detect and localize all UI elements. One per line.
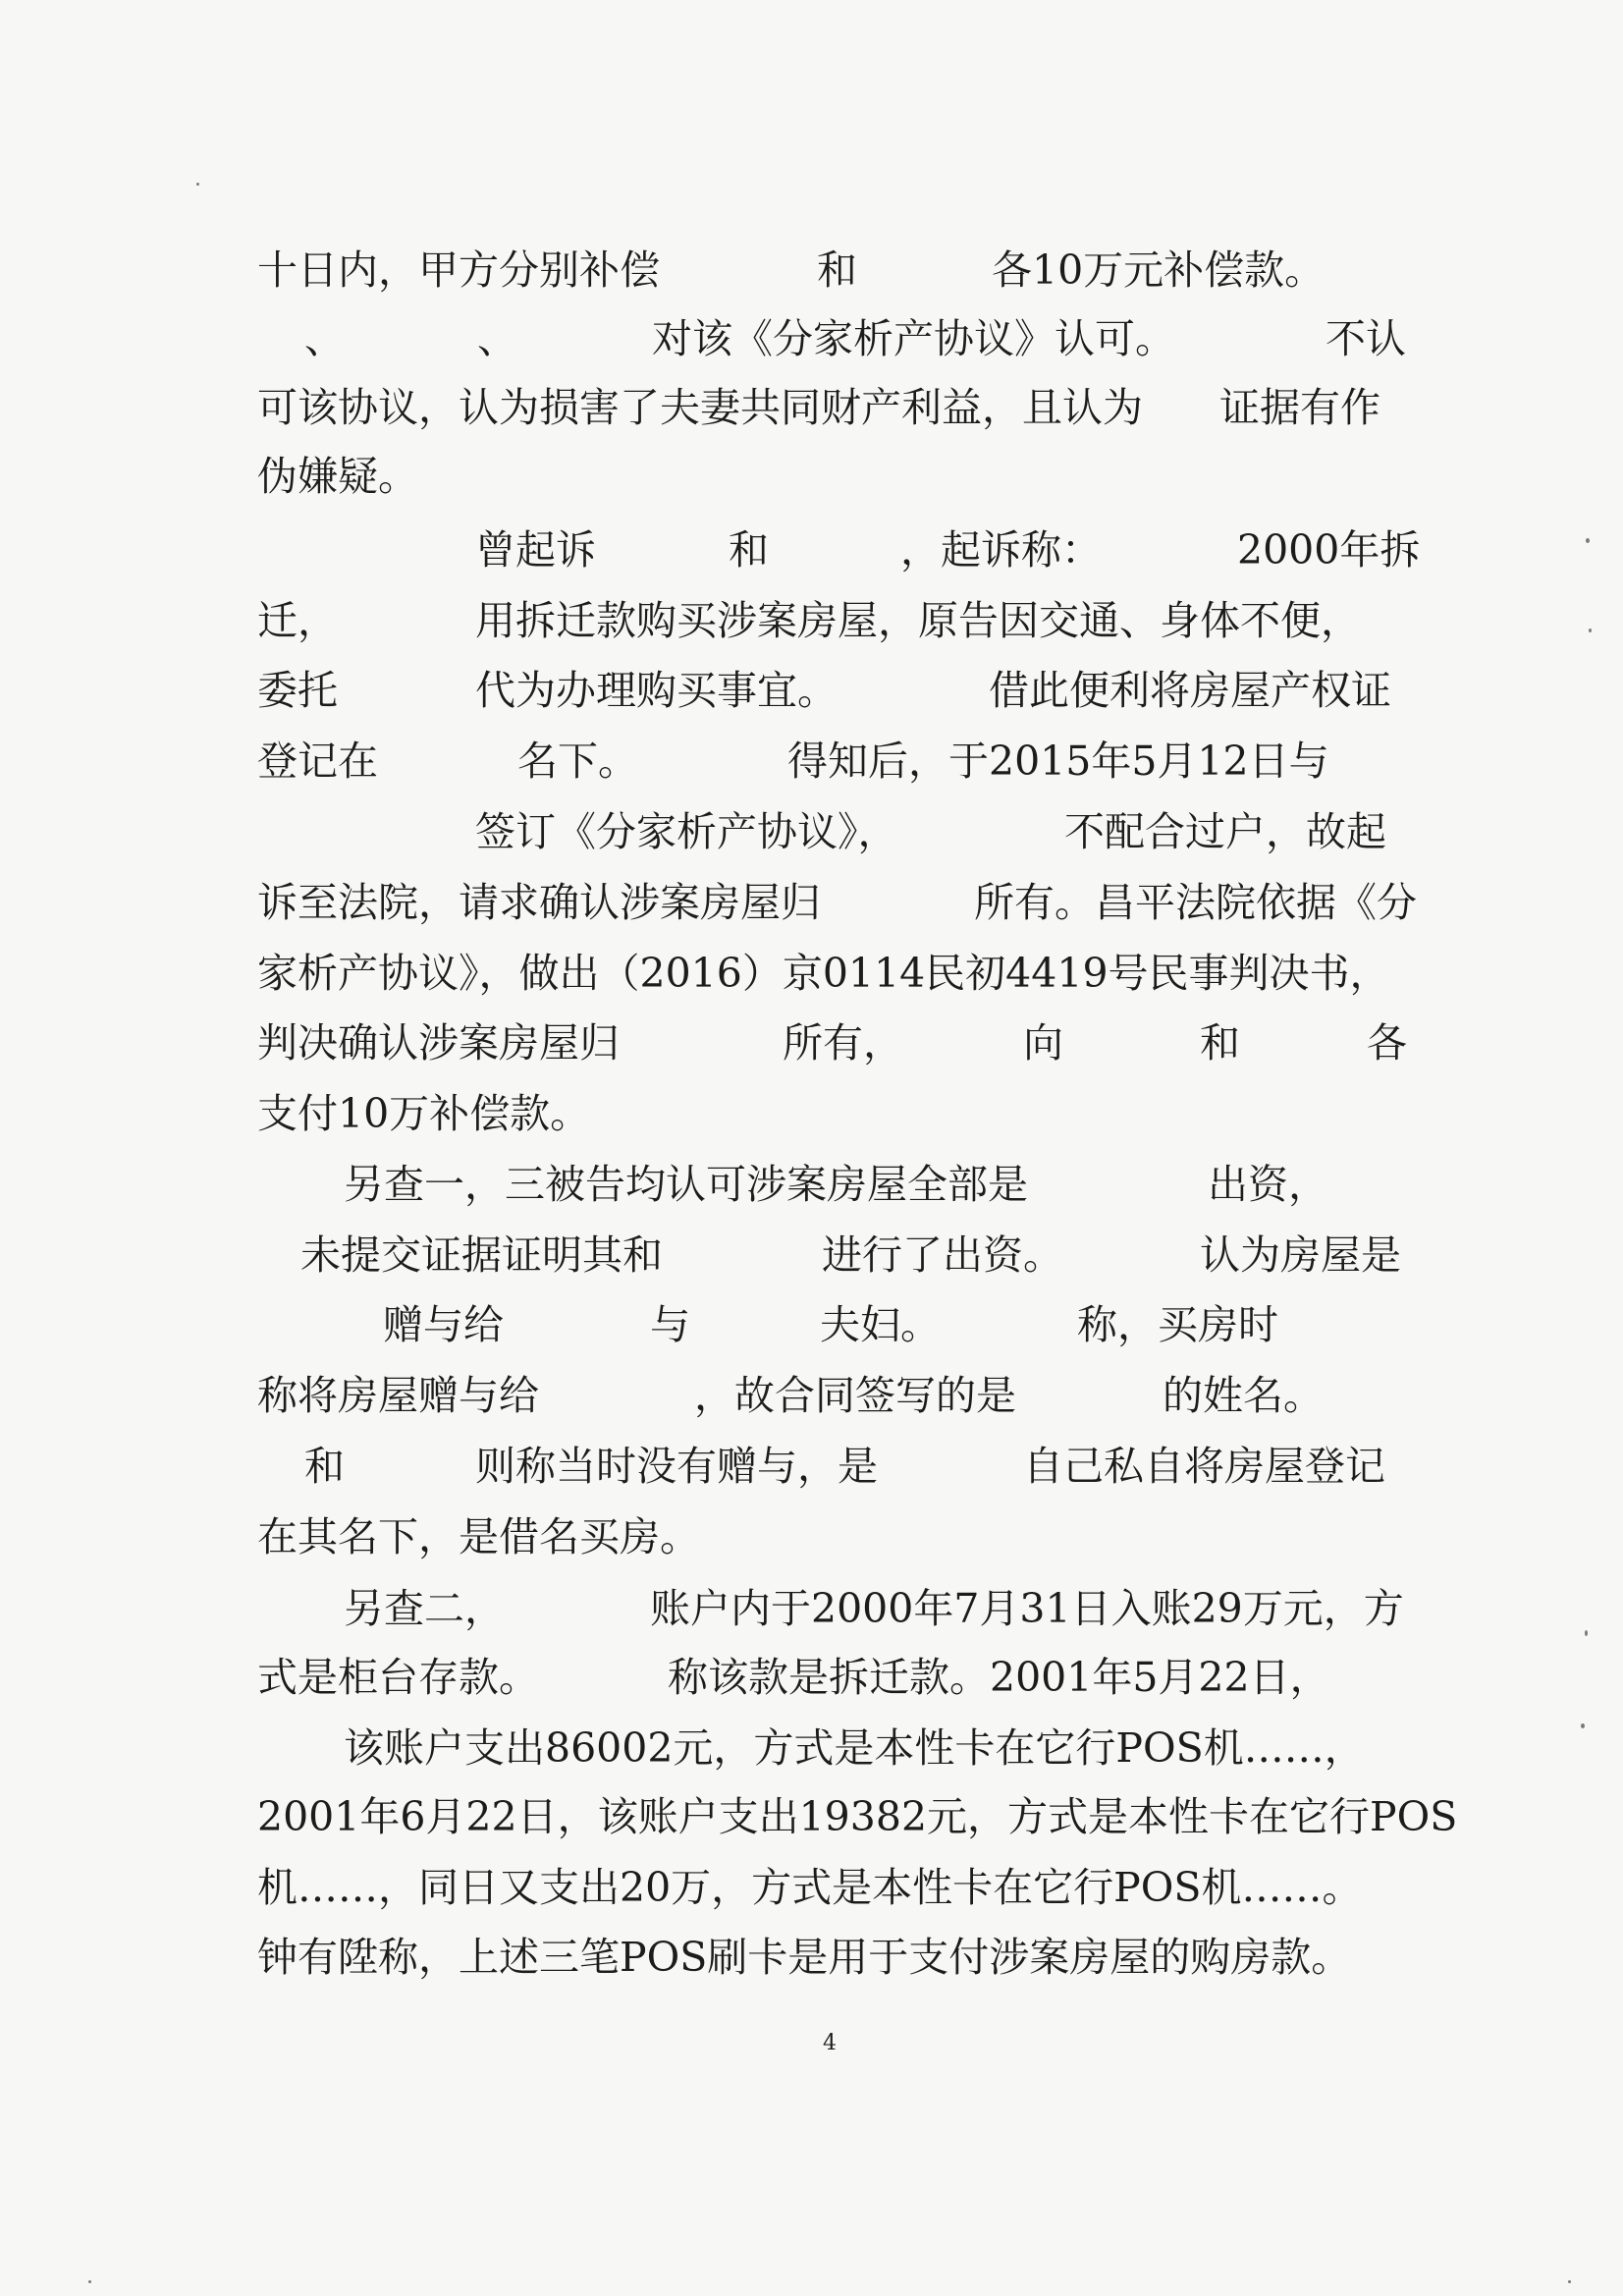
text-segment: 另查一，三被告均认可涉案房屋全部是 — [344, 1161, 1028, 1208]
text-line — [257, 1853, 1416, 1922]
text-segment: 委托 — [257, 667, 338, 714]
text-segment: 出资， — [1208, 1161, 1328, 1208]
text-segment: 证据有作 — [1219, 384, 1380, 431]
text-segment: 可该协议，认为损害了夫妻共同财产利益，且认为 — [257, 384, 1143, 431]
text-segment: 十日内，甲方分别补偿 — [257, 246, 660, 294]
scan-speck — [88, 2280, 91, 2283]
text-segment: 2000年拆 — [1237, 526, 1421, 574]
text-segment: 判决确认涉案房屋归 — [257, 1019, 620, 1066]
text-segment: 借此便利将房屋产权证 — [989, 667, 1391, 714]
text-segment: 称将房屋赠与给 — [257, 1372, 539, 1419]
text-segment: 所有， — [783, 1019, 903, 1066]
text-segment: 代为办理购买事宜。 — [475, 667, 838, 714]
scan-speck — [1568, 2280, 1571, 2283]
text-segment: 不认 — [1325, 315, 1406, 362]
text-segment: 未提交证据证明其和 — [300, 1231, 663, 1279]
text-line — [257, 1503, 1416, 1571]
text-line — [257, 516, 1421, 584]
scan-speck — [1586, 538, 1590, 543]
text-line — [257, 656, 1416, 725]
text-line — [257, 1290, 1416, 1359]
text-segment: 用拆迁款购买涉案房屋，原告因交通、身体不便， — [475, 597, 1361, 644]
text-segment: 所有。昌平法院依据《分 — [974, 879, 1417, 926]
text-segment: 诉至法院，请求确认涉案房屋归 — [257, 879, 821, 926]
text-line — [257, 727, 1416, 795]
text-line — [257, 1923, 1416, 1992]
text-segment: 和 — [1200, 1019, 1240, 1066]
text-segment: 则称当时没有赠与，是 — [475, 1443, 878, 1490]
text-line — [257, 1221, 1416, 1289]
text-segment: 曾起诉 — [475, 526, 596, 574]
text-line — [257, 1643, 1416, 1712]
text-segment: 、 — [304, 315, 345, 362]
text-line — [257, 442, 1416, 511]
text-segment: 的姓名。 — [1163, 1372, 1324, 1419]
text-segment: 、 — [477, 315, 517, 362]
text-line — [257, 373, 1416, 442]
text-segment: 伪嫌疑。 — [257, 453, 418, 500]
text-segment: 家析产协议》，做出（2016）京0114民初4419号民事判决书， — [257, 950, 1390, 997]
scan-speck — [1581, 1723, 1585, 1728]
text-segment: 2001年6月22日，该账户支出19382元，方式是本性卡在它行POS — [257, 1793, 1458, 1840]
text-line — [257, 868, 1416, 937]
text-line — [257, 1079, 1416, 1148]
text-line — [257, 1361, 1416, 1430]
text-line — [257, 1574, 1416, 1643]
text-segment: 自己私自将房屋登记 — [1023, 1443, 1385, 1490]
text-segment: 迁， — [257, 597, 338, 644]
text-segment: 向 — [1023, 1019, 1063, 1066]
text-line — [257, 1150, 1416, 1219]
scan-speck — [196, 183, 199, 186]
scan-speck — [1589, 629, 1592, 632]
text-segment: 在其名下，是借名买房。 — [257, 1513, 700, 1560]
text-segment: 名下。 — [517, 738, 638, 785]
text-line — [257, 797, 1416, 866]
text-segment: 钟有陞称，上述三笔POS刷卡是用于支付涉案房屋的购房款。 — [257, 1934, 1352, 1981]
text-segment: 认为房屋是 — [1200, 1231, 1401, 1279]
text-line — [257, 1714, 1416, 1782]
text-segment: 赠与给 — [383, 1301, 504, 1348]
text-line — [257, 1782, 1458, 1851]
text-segment: 登记在 — [257, 738, 378, 785]
text-line — [257, 304, 1416, 373]
text-segment: 式是柜台存款。 — [257, 1654, 539, 1701]
text-line — [257, 236, 1416, 304]
text-segment: 该账户支出86002元，方式是本性卡在它行POS机……， — [344, 1724, 1365, 1772]
text-segment: 对该《分家析产协议》认可。 — [652, 315, 1175, 362]
text-line — [257, 1432, 1416, 1501]
text-segment: 夫妇。 — [820, 1301, 941, 1348]
text-segment: 进行了出资。 — [822, 1231, 1063, 1279]
page-number: 4 — [823, 2031, 837, 2055]
text-segment: 和 — [729, 526, 769, 574]
text-segment: ，故合同签写的是 — [694, 1372, 1016, 1419]
text-segment: 和 — [817, 246, 857, 294]
text-segment: ，起诉称： — [900, 526, 1102, 574]
text-line — [257, 939, 1416, 1008]
text-segment: 与 — [650, 1301, 690, 1348]
text-segment: 各10万元补偿款。 — [992, 246, 1325, 294]
text-segment: 支付10万补偿款。 — [257, 1090, 591, 1137]
text-segment: 称，买房时 — [1077, 1301, 1278, 1348]
scan-speck — [1585, 1630, 1588, 1636]
text-segment: 机……，同日又支出20万，方式是本性卡在它行POS机……。 — [257, 1864, 1363, 1911]
text-segment: 不配合过户，故起 — [1064, 808, 1386, 855]
text-segment: 和 — [304, 1443, 345, 1490]
text-line — [257, 586, 1416, 655]
text-segment: 各 — [1367, 1019, 1407, 1066]
text-segment: 得知后，于2015年5月12日与 — [787, 738, 1329, 785]
text-segment: 签订《分家析产协议》， — [475, 808, 898, 855]
text-segment: 另查二， — [344, 1585, 505, 1632]
text-segment: 账户内于2000年7月31日入账29万元，方 — [650, 1585, 1404, 1632]
text-segment: 称该款是拆迁款。2001年5月22日， — [668, 1654, 1330, 1701]
text-line — [257, 1009, 1416, 1077]
